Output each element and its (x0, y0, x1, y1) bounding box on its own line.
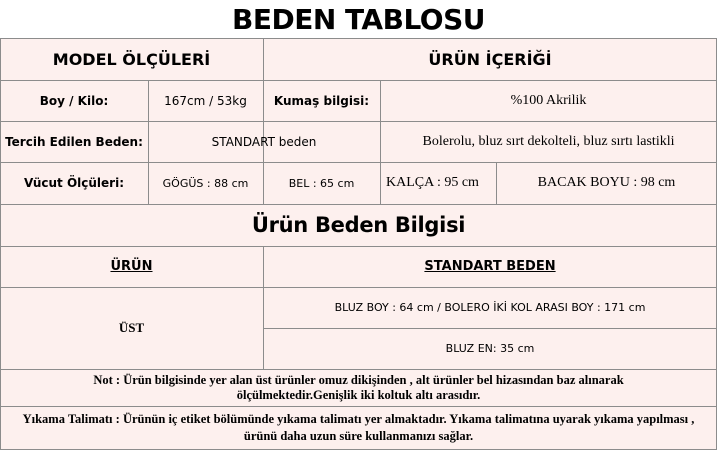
chest-measure: GÖGÜS : 88 cm (162, 176, 249, 190)
measurement-note: Not : Ürün bilgisinde yer alan üst ürünler omuz dikişinden , alt ürünler bel hizasından baz alınarak ölçülmektedir.Genişlik iki koltuk altı arasıdır. (93, 372, 624, 402)
measurement-row-1: BLUZ BOY : 64 cm / BOLERO İKİ KOL ARASI BOY : 171 cm (334, 301, 646, 314)
size-section-title: Ürün Beden Bilgisi (251, 213, 466, 237)
body-measurements-label: Vücut Ölçüleri: (23, 176, 125, 190)
preferred-size-value: STANDART beden (211, 134, 317, 149)
fabric-label: Kumaş bilgisi: (273, 93, 370, 108)
hip-measure: KALÇA : 95 cm (386, 175, 479, 190)
product-name: ÜST (118, 320, 145, 335)
height-weight-value: 167cm / 53kg (164, 93, 247, 108)
washing-instructions: Yıkama Talimatı : Ürünün iç etiket bölümünde yıkama talimatı yer almaktadır. Yıkama talimatına uyarak yıkama yapılması , ürünü daha uzun süre kullanmanızı sağlar. (22, 411, 695, 443)
preferred-size-label: Tercih Edilen Beden: (5, 134, 143, 149)
size-column-header: STANDART BEDEN (424, 259, 556, 274)
model-measurements-header: MODEL ÖLÇÜLERİ (52, 49, 211, 69)
fabric-value: %100 Akrilik (510, 92, 587, 108)
page-title: BEDEN TABLOSU (231, 2, 485, 36)
measurement-row-2: BLUZ EN: 35 cm (445, 342, 535, 355)
waist-measure: BEL : 65 cm (288, 176, 355, 190)
height-weight-label: Boy / Kilo: (39, 93, 109, 108)
product-content-header: ÜRÜN İÇERİĞİ (428, 49, 552, 69)
product-column-header: ÜRÜN (110, 259, 153, 274)
product-details: Bolerolu, bluz sırt dekolteli, bluz sırtı lastikli (422, 133, 675, 149)
leg-measure: BACAK BOYU : 98 cm (537, 175, 676, 190)
